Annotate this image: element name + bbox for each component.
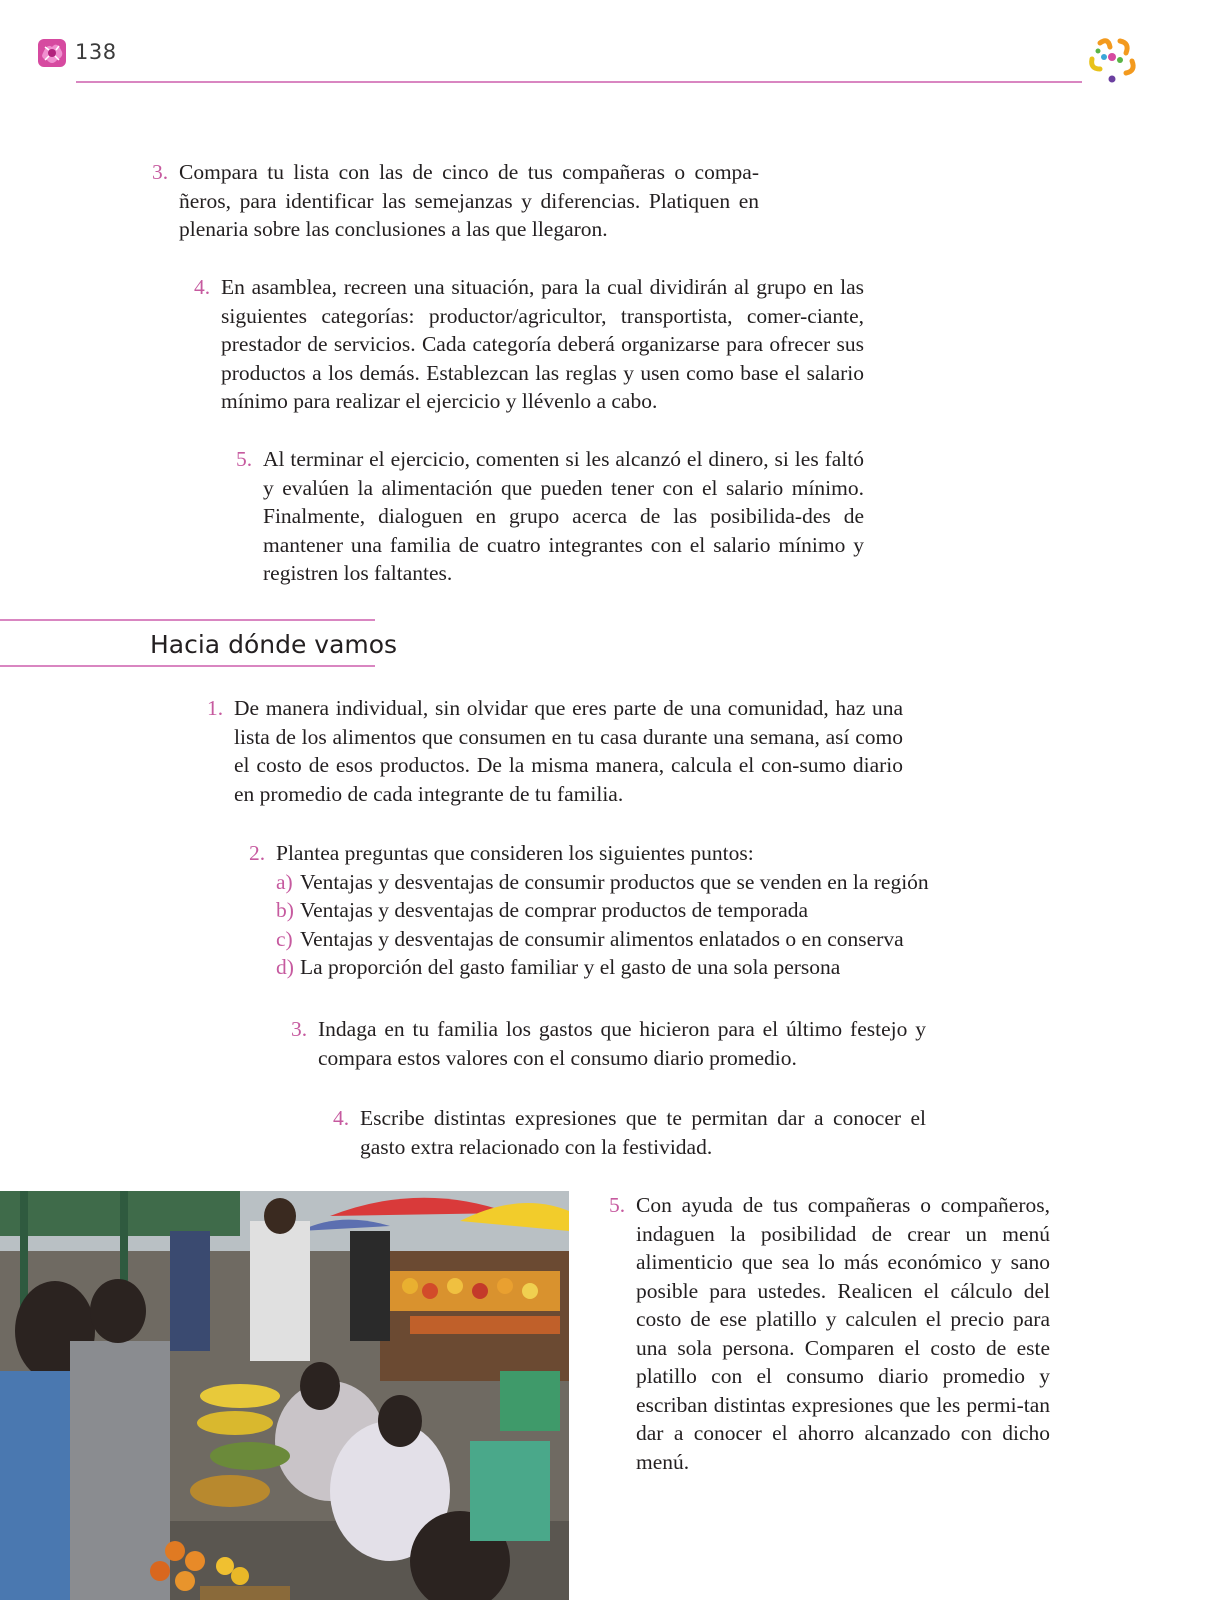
- subitem-b: [276, 896, 976, 925]
- subitem-letter: b): [276, 898, 294, 922]
- section-rule-top: [0, 619, 375, 621]
- subitem-letter: c): [276, 926, 293, 951]
- subitem-c: [276, 925, 976, 954]
- section-title: Hacia dónde vamos: [150, 630, 398, 659]
- activity-text: En asamblea, recreen una situación, para la cual dividirán al grupo en las siguientes categorías: productor/agricultor, transportista, comer-ciante, prestador de servicios. Cada categoría deberá organizarse para ofrecer sus productos a los demás. Establezcan las reglas y usen como base el salario mínimo para realizar el ejercicio y llévenlo a cabo.: [221, 275, 864, 413]
- market-photo: [0, 1191, 569, 1600]
- activity-4: [194, 273, 864, 416]
- section-activity-1: [207, 694, 903, 808]
- activity-number: 4.: [333, 1106, 350, 1130]
- subitem-a: [276, 868, 976, 897]
- corner-glyph-icon: [37, 38, 67, 68]
- page-number: 138: [75, 40, 117, 64]
- activity-number: 5.: [609, 1193, 626, 1217]
- activity-number: 3.: [152, 160, 169, 184]
- activity-text: Escribe distintas expresiones que te permitan dar a conocer el gasto extra relacionado con la festividad.: [360, 1106, 926, 1159]
- activity-text: Con ayuda de tus compañeras o compañeros, indaguen la posibilidad de crear un menú alimenticio que sea lo más económico y sano posible para ustedes. Realicen el cálculo del costo de ese platillo y calculen el precio para una sola persona. Comparen el costo de este platillo con el consumo diario promedio y escriban distintas expresiones que les permi-tan dar a conocer el ahorro alcanzado con dicho menú.: [636, 1193, 1050, 1474]
- activity-number: 1.: [207, 696, 224, 720]
- flower-logo-icon: [1086, 33, 1138, 85]
- subitem-text: Ventajas y desventajas de comprar productos de temporada: [300, 898, 809, 922]
- activity-number: 2.: [249, 841, 266, 865]
- activity-text: Al terminar el ejercicio, comenten si les alcanzó el dinero, si les faltó y evalúen la alimentación que pueden tener con el salario mínimo. Finalmente, dialoguen en grupo acerca de las posibilida-des de mantener una familia de cuatro integrantes con el salario mínimo y registren los faltantes.: [263, 447, 864, 585]
- subitem-text: Ventajas y desventajas de consumir productos que se venden en la región: [300, 869, 929, 894]
- activity-text: Compara tu lista con las de cinco de tus compañeras o compa-ñeros, para identificar las semejanzas y diferencias. Platiquen en plenaria sobre las conclusiones a las que llegaron.: [179, 160, 759, 241]
- subitem-d: [276, 953, 976, 982]
- section-activity-4: [333, 1104, 926, 1161]
- activity-number: 5.: [236, 447, 253, 471]
- activity-5: [236, 445, 864, 588]
- subitem-text: La proporción del gasto familiar y el gasto de una sola persona: [300, 955, 841, 979]
- subitem-letter: a): [276, 869, 293, 894]
- activity-text: Indaga en tu familia los gastos que hicieron para el último festejo y compara estos valores con el consumo diario promedio.: [318, 1017, 926, 1070]
- section-activity-3: [291, 1015, 926, 1072]
- section-activity-2: [249, 839, 976, 982]
- activity-text: Plantea preguntas que consideren los siguientes puntos:: [276, 841, 754, 865]
- activity-number: 3.: [291, 1017, 308, 1041]
- section-rule-bottom: [0, 665, 375, 667]
- activity-text: De manera individual, sin olvidar que eres parte de una comunidad, haz una lista de los alimentos que consumen en tu casa durante una semana, así como el costo de esos productos. De la misma manera, calcula el con-sumo diario en promedio de cada integrante de tu familia.: [234, 696, 903, 806]
- section-activity-5: [609, 1191, 1050, 1476]
- subitem-text: Ventajas y desventajas de consumir alimentos enlatados o en conserva: [300, 926, 904, 951]
- activity-3: [152, 158, 759, 244]
- header-rule: [76, 81, 1082, 83]
- activity-number: 4.: [194, 275, 211, 299]
- subitem-letter: d): [276, 955, 294, 979]
